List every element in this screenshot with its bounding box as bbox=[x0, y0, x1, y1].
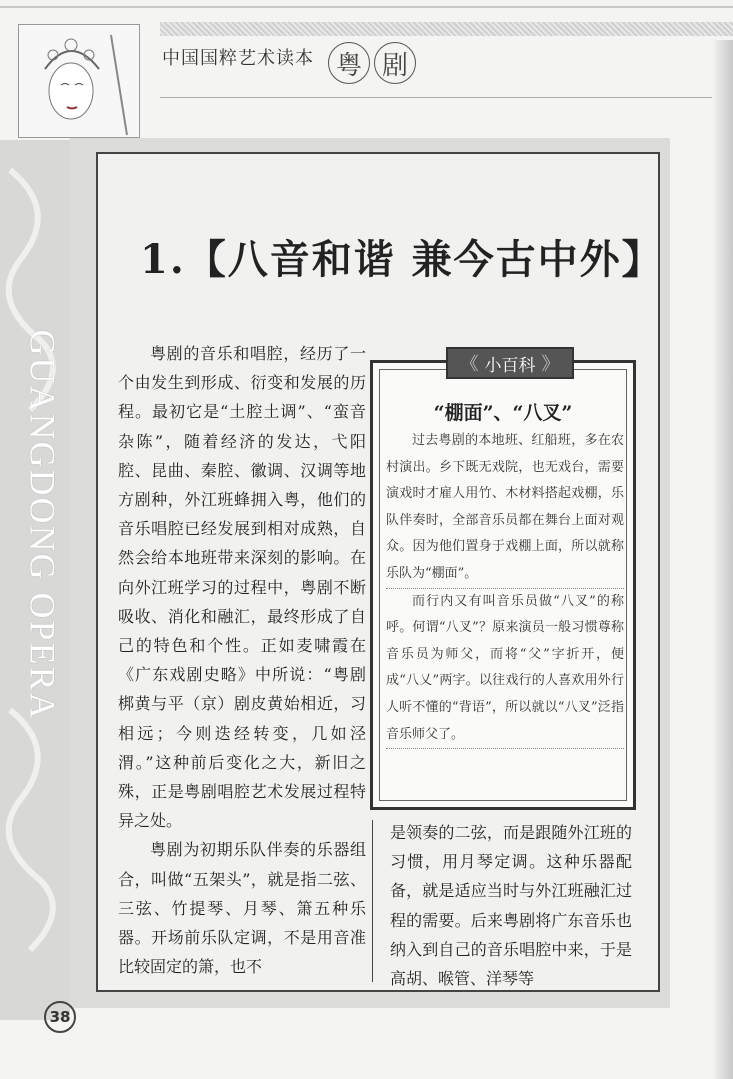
book-title-char-1: 粤 bbox=[328, 42, 370, 84]
chapter-title: 1.【八音和谐 兼今古中外】 bbox=[140, 236, 664, 283]
series-title: 中国国粹艺术读本 bbox=[162, 48, 314, 69]
encyclopedia-body bbox=[386, 428, 624, 749]
header-pattern-band bbox=[160, 22, 733, 36]
book-title-char-2: 剧 bbox=[374, 42, 416, 84]
encyclopedia-paragraph-2: 而行内又有叫音乐员做“八叉”的称呼。何谓“八叉”？原来演员一般习惯尊称音乐员为师父，而将“父”字折开，便成“八乂”两字。以往戏行的人喜欢用外行人听不懂的“背语”，所以就以“八叉”泛指音乐师父了。 bbox=[386, 589, 624, 750]
page-number: 38 bbox=[44, 1001, 76, 1033]
header-separator bbox=[160, 97, 733, 98]
encyclopedia-paragraph-1: 过去粤剧的本地班、红船班，多在农村演出。乡下既无戏院，也无戏台，需要演戏时才雇人用竹、木材料搭起戏棚，乐队伴奏时，全部音乐员都在舞台上面对观众。因为他们置身于戏棚上面，所以就称乐队为“棚面”。 bbox=[386, 428, 624, 589]
page-edge-shadow bbox=[712, 40, 733, 1079]
column-divider bbox=[372, 820, 373, 982]
left-paragraph-2: 粤剧为初期乐队伴奏的乐器组合，叫做“五架头”，就是指二弦、三弦、竹提琴、月琴、箫五种乐器。开场前乐队定调，不是用音准比较固定的箫，也不 bbox=[118, 840, 366, 977]
book-title bbox=[328, 42, 416, 84]
left-column bbox=[118, 339, 366, 981]
side-vertical-title: GUANGDONG OPERA bbox=[22, 329, 63, 721]
encyclopedia-tab-label: 小百科 bbox=[484, 355, 536, 376]
encyclopedia-tab bbox=[446, 347, 574, 379]
right-paragraph: 是领奏的二弦，而是跟随外江班的习惯，用月琴定调。这种乐器配备，就是适应当时与外江班融汇过程的需要。后来粤剧将广东音乐也纳入到自己的音乐唱腔中来，于是高胡、喉管、洋琴等 bbox=[390, 823, 632, 989]
top-rule bbox=[0, 6, 733, 8]
left-bracket-icon: 《 bbox=[460, 354, 479, 375]
right-bracket-icon: 》 bbox=[541, 354, 560, 375]
opera-face-icon bbox=[19, 25, 139, 137]
right-column bbox=[390, 818, 632, 993]
left-paragraph-1: 粤剧的音乐和唱腔，经历了一个由发生到形成、衍变和发展的历程。最初它是“土腔土调”、“蛮音杂陈”，随着经济的发达，弋阳腔、昆曲、秦腔、徽调、汉调等地方剧种，外江班蜂拥入粤，他们的音乐唱腔已经发展到相对成熟，自然会给本地班带来深刻的影响。在向外江班学习的过程中，粤剧不断吸收、消化和融汇，最终形成了自己的特色和个性。正如麦啸霞在《广东戏剧史略》中所说：“粤剧梆黄与平（京）剧皮黄始相近，习相远；今则迭经转变，几如泾渭。”这种前后变化之大，新旧之殊，正是粤剧唱腔艺术发展过程特异之处。 bbox=[118, 344, 366, 831]
opera-portrait-illustration bbox=[18, 24, 140, 138]
encyclopedia-heading: “棚面”、“八叉” bbox=[433, 402, 573, 424]
